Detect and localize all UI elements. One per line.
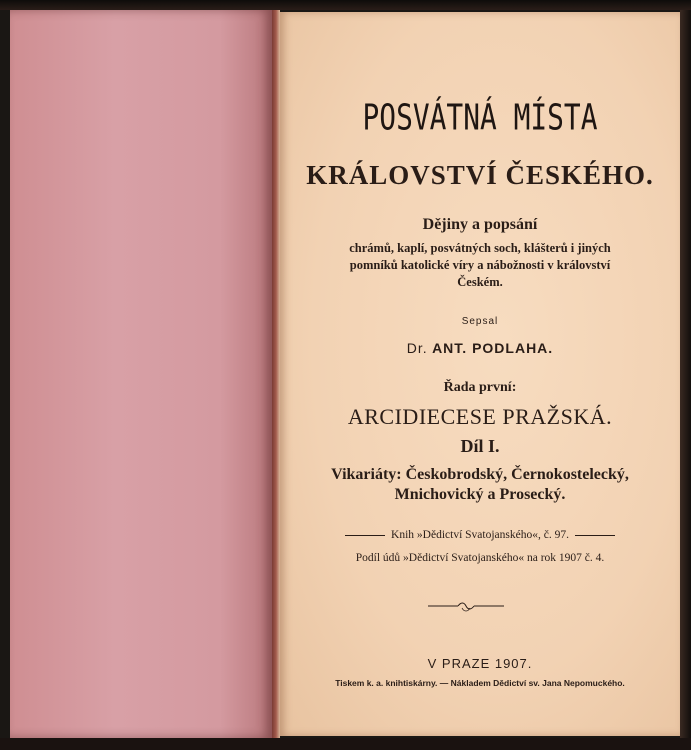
vicariates-line-1: Vikariáty: Českobrodský, Černokostelecký, <box>331 466 629 483</box>
ornament-divider-icon <box>428 600 504 614</box>
author-name: ANT. PODLAHA. <box>432 340 554 356</box>
author-prefix: Dr. <box>406 340 428 356</box>
place-and-year: V PRAZE 1907. <box>427 656 533 671</box>
printer-line: Tiskem k. a. knihtiskárny. — Nákladem Dědictví sv. Jana Nepomuckého. <box>335 678 625 688</box>
description-line-3: Českém. <box>457 275 503 289</box>
title-line-1: POSVÁTNÁ MÍSTA <box>362 97 598 139</box>
share-line: Podíl údů »Dědictví Svatojanského« na rok 1907 č. 4. <box>355 552 605 564</box>
description <box>280 240 680 291</box>
author-label: Sepsal <box>461 316 499 327</box>
description-line-1: chrámů, kaplí, posvátných soch, klášterů i jiných <box>349 241 611 255</box>
subtitle: Dějiny a popsání <box>422 216 538 233</box>
vicariates-line-2: Mnichovický a Prosecký. <box>394 486 566 503</box>
book-top-edge <box>0 0 691 10</box>
title-page <box>280 12 680 736</box>
description-line-2: pomníků katolické víry a nábožnosti v království <box>349 258 611 272</box>
diocese-title: ARCIDIECESE PRAŽSKÁ. <box>347 404 613 429</box>
part-number: Díl I. <box>460 436 500 456</box>
book-number <box>280 529 680 541</box>
endpaper-left-page <box>10 10 272 738</box>
book-number-text: Knih »Dědictví Svatojanského«, č. 97. <box>391 529 569 541</box>
title-line-2: KRÁLOVSTVÍ ČESKÉHO. <box>306 160 654 190</box>
book-right-edge <box>680 10 691 740</box>
series-label: Řada první: <box>443 380 517 395</box>
rule-left <box>345 535 385 536</box>
author <box>280 340 680 356</box>
rule-right <box>575 535 615 536</box>
book-gutter <box>272 10 280 738</box>
book-bottom-edge <box>0 738 691 750</box>
